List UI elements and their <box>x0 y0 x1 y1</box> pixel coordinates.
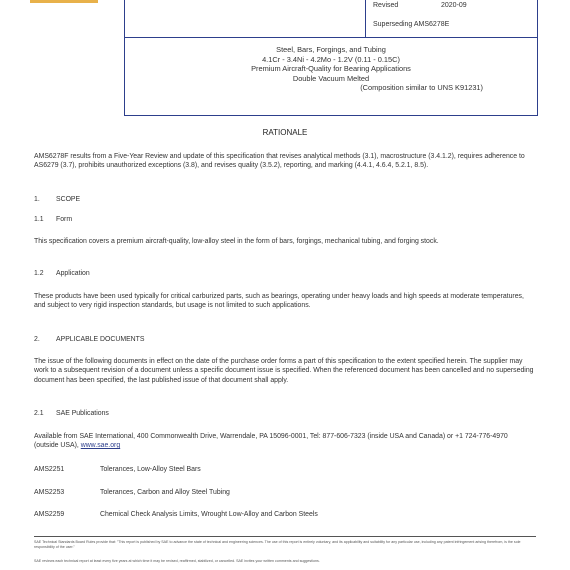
section-number: 1.1 <box>34 216 44 223</box>
document-code: AMS2253 <box>34 489 65 496</box>
header-divider-horizontal <box>125 37 537 38</box>
section-title: SAE Publications <box>56 410 109 417</box>
document-title: Tolerances, Low-Alloy Steel Bars <box>100 466 201 473</box>
section-title: Application <box>56 270 90 277</box>
section-2-text: The issue of the following documents in effect on the date of the purchase order forms a part of this specification to the extent specified herein. The supplier may work to a subsequent revision of a document unless a specific document issue is specified. When the referenced document has been cancelled and no superseding document has been specified, the last published issue of that document shall apply. <box>34 358 534 384</box>
document-code: AMS2259 <box>34 511 65 518</box>
footer-disclaimer: SAE Technical Standards Board Rules provide that: "This report is published by SAE to advance the state of technical and engineering sciences. The use of this report is entirely voluntary, and its applicability and suitability for any particular use, including any patent infringement arising therefrom, is the sole responsibility of the user." <box>34 540 521 549</box>
section-1-2-heading <box>34 270 90 277</box>
section-1-heading <box>34 196 80 203</box>
footer-review-note: SAE reviews each technical report at least every five years at which time it may be revised, reaffirmed, stabilized, or cancelled. SAE invites your written comments and suggestions. <box>34 559 320 563</box>
composition-note: (Composition similar to UNS K91231) <box>360 83 483 93</box>
footer-divider <box>34 536 536 537</box>
document-row <box>34 466 201 473</box>
title-line: 4.1Cr - 3.4Ni - 4.2Mo - 1.2V (0.11 - 0.15C) <box>262 54 400 64</box>
document-row <box>34 511 318 518</box>
revised-label: Revised <box>373 2 399 9</box>
title-line: Double Vacuum Melted <box>292 73 370 83</box>
title-line: Steel, Bars, Forgings, and Tubing <box>276 45 386 54</box>
section-number: 1.2 <box>34 270 44 277</box>
section-number: 2.1 <box>34 410 44 417</box>
revised-date: 2020-09 <box>441 2 467 9</box>
document-title: Chemical Check Analysis Limits, Wrought Low-Alloy and Carbon Steels <box>100 511 318 518</box>
section-2-1-text <box>34 432 534 451</box>
sae-logo-fragment <box>30 0 98 3</box>
superseding-note: Superseding AMS6278E <box>373 21 450 28</box>
section-title: Form <box>56 216 73 223</box>
section-2-heading <box>34 336 144 343</box>
rationale-text: AMS6278F results from a Five-Year Review and update of this specification that revises analytical methods (3.1), macrostructure (3.4.1.2), requires adherence to AS6279 (3.7), prohibits unauthorized exceptions (3.8), and revises quality (3.5.2), reporting, and marking (4.4.1, 4.6.4, 5.2.1, 8.5). <box>34 153 525 170</box>
section-1-1-text: This specification covers a premium aircraft-quality, low-alloy steel in the form of bars, forgings, mechanical tubing, and forging stock. <box>34 238 439 245</box>
title-line: Premium Aircraft-Quality for Bearing Applications <box>251 64 411 74</box>
sae-website-link[interactable]: www.sae.org <box>80 442 121 450</box>
header-frame <box>124 0 538 116</box>
section-number: 1. <box>34 196 40 203</box>
section-1-2-text: These products have been used typically for critical carburized parts, such as bearings, operating under heavy loads and high speeds at moderate temperatures, and subject to very rigid inspection standards, but usage is not limited to such applications. <box>34 293 524 310</box>
section-1-1-heading <box>34 216 72 223</box>
document-code: AMS2251 <box>34 466 65 473</box>
document-title: Tolerances, Carbon and Alloy Steel Tubing <box>100 489 230 496</box>
specification-title <box>125 45 537 93</box>
section-title: APPLICABLE DOCUMENTS <box>56 336 145 343</box>
header-divider-vertical <box>365 0 366 37</box>
section-number: 2. <box>34 336 40 343</box>
section-2-1-heading <box>34 410 109 417</box>
section-title: SCOPE <box>56 196 81 203</box>
rationale-heading: RATIONALE <box>262 128 308 137</box>
sae-address: Available from SAE International, 400 Commonwealth Drive, Warrendale, PA 15096-0001, Tel: 877-606-7323 (inside USA and Canada) or +1 724-776-4970 (outside USA), <box>34 433 508 450</box>
document-row <box>34 489 230 496</box>
